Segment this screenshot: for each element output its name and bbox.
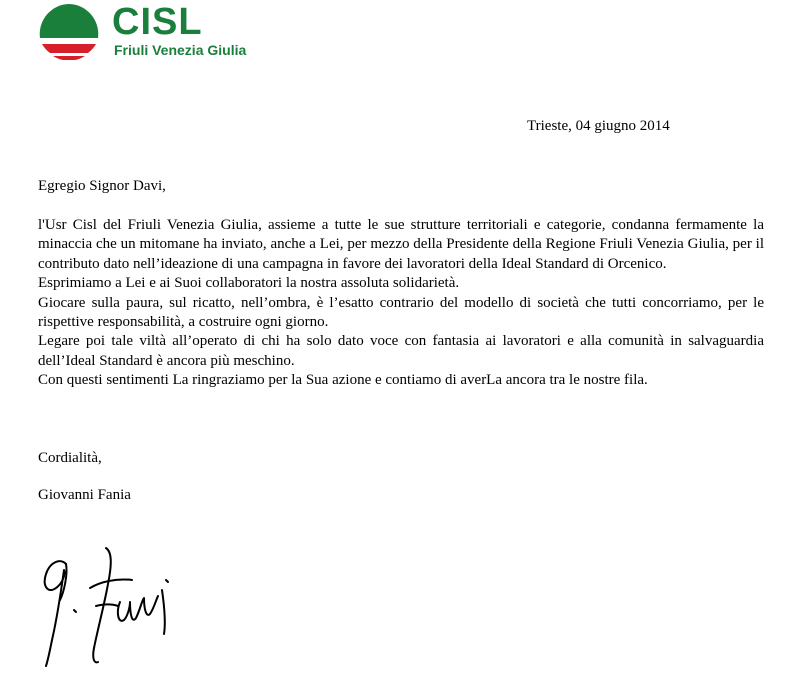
signer-name: Giovanni Fania	[38, 487, 131, 503]
letter-date: Trieste, 04 giugno 2014	[527, 118, 670, 134]
brand-region: Friuli Venezia Giulia	[114, 42, 247, 58]
letterhead	[38, 2, 298, 62]
cisl-logo-icon	[38, 2, 100, 60]
letter-paragraph: l'Usr Cisl del Friuli Venezia Giulia, assieme a tutte le sue strutture territoriali e categorie, condanna fermamente la minaccia che un mitomane ha inviato, anche a Lei, per mezzo della Presidente della Regione Friuli Venezia Giulia, per il contributo dato nell’ideazione di una campagna in favore dei lavoratori della Ideal Standard di Orcenico.	[38, 217, 764, 272]
letter-closing: Cordialità,	[38, 450, 102, 466]
letter-body	[38, 216, 764, 391]
brand-name: CISL	[112, 1, 203, 43]
letter-paragraph: Con questi sentimenti La ringraziamo per la Sua azione e contiamo di averLa ancora tra le nostre fila.	[38, 372, 648, 389]
letter-paragraph: Giocare sulla paura, sul ricatto, nell’ombra, è l’esatto contrario del modello di società che tutti concorriamo, per le rispettive responsabilità, a costruire ogni giorno.	[38, 294, 764, 331]
letter-paragraph: Esprimiamo a Lei e ai Suoi collaboratori la nostra assoluta solidarietà.	[38, 275, 460, 292]
letter-paragraph: Legare poi tale viltà all’operato di chi ha solo dato voce con fantasia ai lavoratori e alla comunità in salvaguardia dell’Ideal Standard è ancora più meschino.	[38, 333, 764, 369]
letter-salutation: Egregio Signor Davi,	[38, 178, 166, 194]
handwritten-signature	[36, 544, 186, 670]
